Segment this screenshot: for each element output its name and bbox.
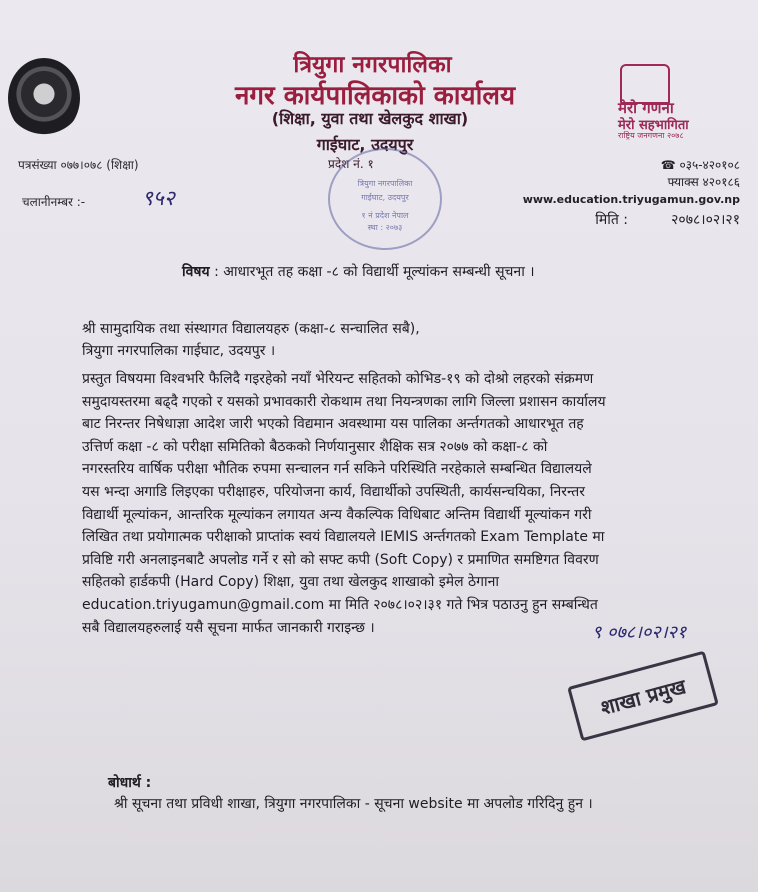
fax-number: फ्याक्स ४२०१८६ [667,175,740,189]
letter-date: २०७८।०२।२१ [671,212,740,228]
date-label: मिति : [595,212,628,228]
cc-text: श्री सूचना तथा प्रविधी शाखा, त्रियुगा नगरपालिका - सूचना website मा अपलोड गरिदिनु हुन । [114,796,593,812]
body-line: उत्तिर्ण कक्षा -८ को परीक्षा समितिको बैठकको निर्णयानुसार शैक्षिक सत्र २०७७ को कक्षा-८ को [82,438,548,455]
body-line: प्रविष्टि गरी अनलाइनबाटै अपलोड गर्ने र सो को सफ्ट कपी (Soft Copy) र प्रमाणित समष्टिगत विवरण [82,551,599,568]
seal-text: गाईघाट, उदयपुर [361,193,409,202]
body-line: समुदायस्तरमा बढ्दै गएको र यसको प्रभावकारी रोकथाम तथा नियन्त्रणका लागि जिल्ला प्रशासन कार्यालय [82,393,606,410]
office-name: नगर कार्यपालिकाको कार्यालय [234,81,516,111]
subject-line [182,262,535,281]
subject-label: विषय [182,264,210,280]
body-line: यस भन्दा अगाडि लिइएका परीक्षाहरु, परियोजना कार्य, विद्यार्थीको उपस्थिती, कार्यसन्चयिका, निरन्तर [82,483,585,500]
dispatch-number-label: चलानीनम्बर :- [22,195,86,209]
body-line: प्रस्तुत विषयमा विश्वभरि फैलिदै गइरहेको नयाँ भेरियन्ट सहितको कोभिड-१९ को दोश्रो लहरको संक्रमण [82,371,594,387]
body-line: सबै विद्यालयहरुलाई यसै सूचना मार्फत जानकारी गराइन्छ । [82,619,375,636]
seal-text: स्था : २०७३ [367,223,403,232]
seal-text: १ नं प्रदेश नेपाल [361,211,409,220]
website-link[interactable]: www.education.triyugamun.gov.np [522,193,740,206]
office-location: गाईघाट, उदयपुर [316,135,414,154]
body-line: सहितको हार्डकपी (Hard Copy) शिक्षा, युवा तथा खेलकुद शाखाको इमेल ठेगाना [82,574,500,591]
dispatch-number-handwritten: ९५२ [142,186,175,210]
census-logo-text: राष्ट्रिय जनगणना २०७८ [618,131,684,140]
body-line: education.triyugamun@gmail.com मा मिति २०७८।०२।३१ गते भित्र पठाउनु हुन सम्बन्धित [82,596,598,613]
addressee-line: त्रियुगा नगरपालिका गाईघाट, उदयपुर । [82,343,276,359]
municipality-name: त्रियुगा नगरपालिका [293,52,452,78]
body-line: विद्यार्थी मूल्यांकन, आन्तरिक मूल्यांकन लगायत अन्य वैकल्पिक विधिबाट अन्तिम विद्यार्थी मूल्यांकन गरी [82,506,592,523]
phone-number: ☎ ०३५-४२०१०८ [660,158,740,172]
letter-reference-number: पत्रसंख्या ०७७।०७८ (शिक्षा) [18,158,139,172]
census-logo-text: मेरो गणना [618,99,674,117]
body-line: बाट निरन्तर निषेधाज्ञा आदेश जारी भएको विद्यमान अवस्थामा यस पालिका अर्न्तगतको आधारभूत तह [82,416,584,433]
nepal-emblem-icon [8,58,80,138]
body-line: नगरस्तरिय वार्षिक परीक्षा भौतिक रुपमा सन्चालन गर्न सकिने परिस्थिति नरहेकाले सम्बन्धित विद्यालयले [82,461,592,478]
section-chief-stamp: शाखा प्रमुख [567,651,719,742]
province-label: प्रदेश नं. १ [328,157,374,171]
section-name: (शिक्षा, युवा तथा खेलकुद शाखा) [271,109,469,128]
census-logo [612,60,708,138]
census-logo-text: मेरो सहभागिता [618,118,689,133]
seal-text: त्रियुगा नगरपालिका [357,179,413,188]
cc-heading: बोधार्थ : [108,775,152,791]
office-seal-stamp [328,148,442,250]
handwritten-signature: ९ ०७८।०२।२१ [592,622,687,643]
addressee-line: श्री सामुदायिक तथा संस्थागत विद्यालयहरु (कक्षा-८ सन्चालित सबै), [82,321,420,337]
notice-body [82,368,730,639]
body-line: लिखित तथा प्रयोगात्मक परीक्षाको प्राप्तांक स्वयं विद्यालयले IEMIS अर्न्तगतको Exam Template मा [82,529,605,546]
subject-text: : आधारभूत तह कक्षा -८ को विद्यार्थी मूल्यांकन सम्बन्धी सूचना । [214,264,535,280]
